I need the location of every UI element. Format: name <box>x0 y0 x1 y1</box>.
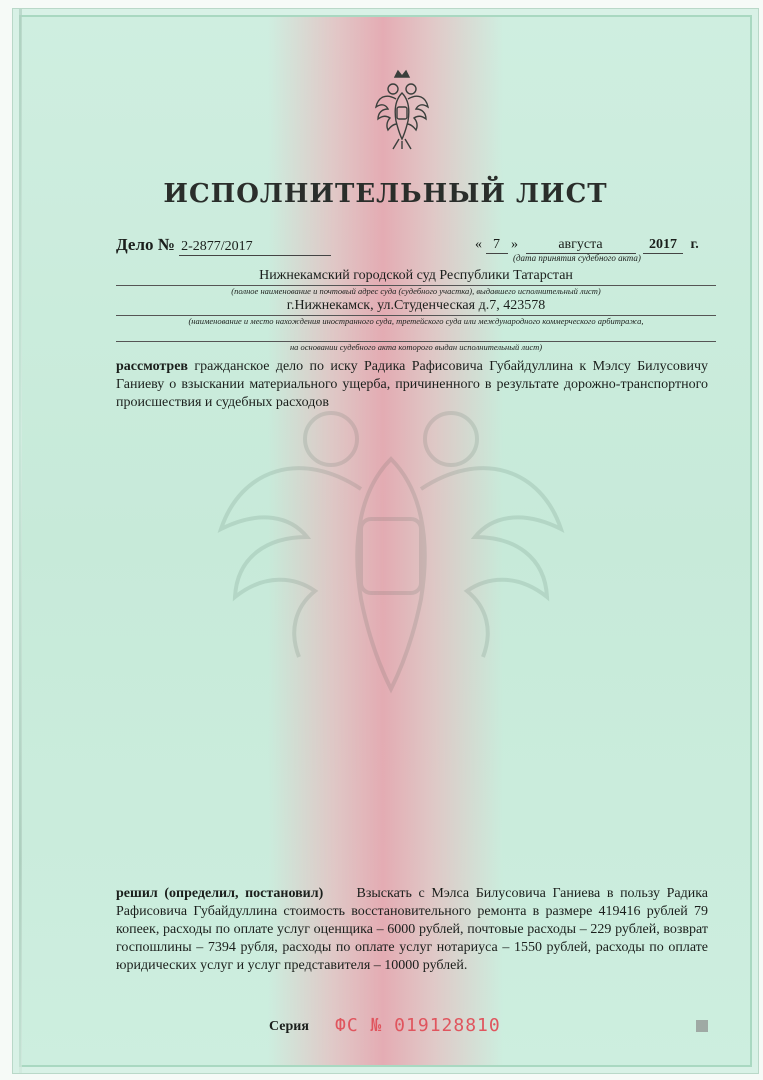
corner-mark <box>696 1020 708 1032</box>
date-year-suffix: г. <box>690 237 699 252</box>
case-number-line <box>116 235 331 256</box>
paper-fold <box>19 9 22 1073</box>
decision-label: решил (определил, постановил) <box>116 886 324 901</box>
considered-text: гражданское дело по иску Радика Рафисовича Губайдуллина к Мэлсу Билусовичу Ганиеву о взыскании материального ущерба, причиненного в результате дорожно-транспортного происшествия и судебных расходов <box>116 359 709 410</box>
date-day: 7 <box>486 237 508 254</box>
series-number: ФС № 019128810 <box>335 1015 501 1036</box>
decision-date-line <box>475 237 715 254</box>
address-caption: (наименование и место нахождения иностранного суда, третейского суда или международного коммерческого арбитража, <box>188 316 644 326</box>
basis-field <box>116 323 716 353</box>
date-quote-close: » <box>511 237 518 252</box>
court-name: Нижнекамский городской суд Республики Татарстан <box>116 267 716 286</box>
decision-text: Взыскать с Мэлса Билусовича Ганиева в пользу Радика Рафисовича Губайдуллина стоимость восстановительного ремонта в размере 419416 рублей 79 копеек, расходы по оплате услуг оценщика – 6000 рублей, почтовые расходы – 229 рублей, возврат госпошлины – 7394 рубля, расходы по оплате услуг нотариуса – 1550 рублей, расходы по оплате юридических услуг и услуг представителя – 10000 рублей. <box>116 886 709 973</box>
date-year: 2017 <box>643 237 683 254</box>
writ-of-execution-sheet <box>12 8 759 1074</box>
series-label: Серия <box>269 1019 309 1034</box>
court-caption: (полное наименование и почтовый адрес суда (судебного участка), выдавшего исполнительный лист) <box>231 286 601 296</box>
considered-label: рассмотрев <box>116 359 188 374</box>
date-caption: (дата принятия судебного акта) <box>513 253 641 263</box>
considered-paragraph <box>116 358 708 412</box>
watermark-emblem-icon <box>211 399 571 699</box>
basis-caption: на основании судебного акта которого выдан исполнительный лист) <box>289 342 543 352</box>
case-label: Дело № <box>116 235 175 254</box>
date-quote-open: « <box>475 237 482 252</box>
decision-paragraph <box>116 885 708 975</box>
document-title: ИСПОЛНИТЕЛЬНЫЙ ЛИСТ <box>163 179 608 209</box>
court-address: г.Нижнекамск, ул.Студенческая д.7, 423578 <box>116 297 716 316</box>
case-number: 2-2877/2017 <box>179 239 331 256</box>
date-month: августа <box>526 237 636 254</box>
basis-blank-line <box>116 323 716 342</box>
court-name-field <box>116 267 716 297</box>
state-emblem-icon <box>373 67 431 153</box>
